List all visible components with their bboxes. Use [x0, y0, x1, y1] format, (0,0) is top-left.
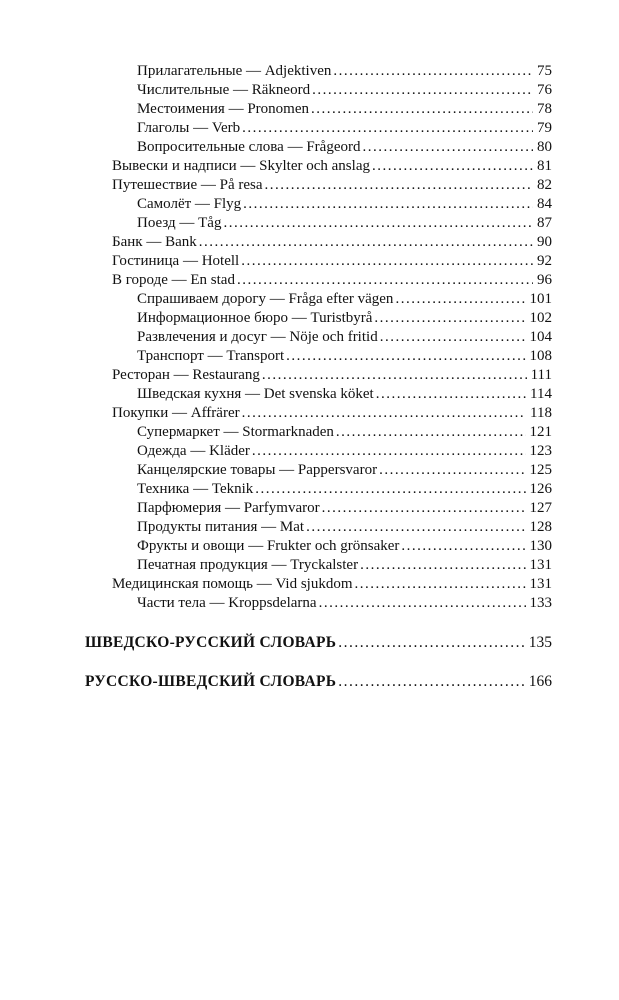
toc-dot-leader — [242, 404, 526, 423]
toc-entry-page: 131 — [529, 557, 552, 573]
toc-entry-title: Парфюмерия — Parfymvaror — [137, 500, 320, 516]
toc-entry-page: 121 — [529, 424, 552, 440]
toc-entry — [85, 594, 552, 613]
toc-entry — [85, 423, 552, 442]
toc-dot-leader — [241, 252, 533, 271]
toc-entry-page: 104 — [529, 329, 552, 345]
toc-entry-page: 102 — [529, 310, 552, 326]
toc-entry — [85, 138, 552, 157]
toc-entry-title: Фрукты и овощи — Frukter och grönsaker — [137, 538, 400, 554]
toc-entry-page: 108 — [529, 348, 552, 364]
toc-entry — [85, 195, 552, 214]
toc-dot-leader — [401, 537, 525, 556]
toc-entry-page: 80 — [537, 139, 552, 155]
toc-dot-leader — [199, 233, 533, 252]
toc-entry-page: 125 — [529, 462, 552, 478]
toc-dot-leader — [338, 633, 524, 652]
toc-entry-title: Медицинская помощь — Vid sjukdom — [112, 576, 353, 592]
toc-entry-page: 79 — [537, 120, 552, 136]
toc-dot-leader — [395, 290, 525, 309]
toc-entry-page: 123 — [529, 443, 552, 459]
toc-dot-leader — [379, 461, 525, 480]
toc-entry-page: 126 — [529, 481, 552, 497]
toc-dot-leader — [243, 195, 533, 214]
toc-dot-leader — [306, 518, 525, 537]
toc-dot-leader — [311, 100, 533, 119]
toc-dot-leader — [262, 366, 527, 385]
toc-dot-leader — [355, 575, 526, 594]
toc-entry — [85, 366, 552, 385]
toc-dot-leader — [286, 347, 525, 366]
toc-entry-page: 133 — [529, 595, 552, 611]
toc-entry-title: Развлечения и досуг — Nöje och fritid — [137, 329, 378, 345]
toc-entry — [85, 575, 552, 594]
toc-entry — [85, 556, 552, 575]
toc-dot-leader — [223, 214, 533, 233]
toc-entry — [85, 309, 552, 328]
toc-entry — [85, 214, 552, 233]
toc-entry-title: Банк — Bank — [112, 234, 197, 250]
toc-entry — [85, 404, 552, 423]
toc-dot-leader — [336, 423, 526, 442]
toc-dot-leader — [376, 385, 526, 404]
toc-entry-title: Канцелярские товары — Pappersvaror — [137, 462, 378, 478]
toc-entry-title: В городе — En stad — [112, 272, 235, 288]
toc-entry — [85, 100, 552, 119]
toc-entry-title: Информационное бюро — Turistbyrå — [137, 310, 373, 326]
toc-dot-leader — [360, 556, 525, 575]
toc-entry-title: Вывески и надписи — Skylter och anslag — [112, 158, 370, 174]
toc-dot-leader — [362, 138, 533, 157]
toc-entry-page: 101 — [529, 291, 552, 307]
toc-dot-leader — [255, 480, 525, 499]
toc-entry-page: 81 — [537, 158, 552, 174]
toc-entry-title: Покупки — Affrärer — [112, 405, 240, 421]
toc-entry-title: Шведская кухня — Det svenska köket — [137, 386, 374, 402]
toc-entry-title: Самолёт — Flyg — [137, 196, 242, 212]
toc-entry-page: 87 — [537, 215, 552, 231]
toc-entry-title: Продукты питания — Mat — [137, 519, 305, 535]
toc-entry-page: 127 — [529, 500, 552, 516]
toc-entry-page: 128 — [529, 519, 552, 535]
toc-entry — [85, 62, 552, 81]
toc-entry-title: Супермаркет — Stormarknaden — [137, 424, 334, 440]
toc-entry — [85, 290, 552, 309]
toc-entry-title: Гостиница — Hotell — [112, 253, 240, 269]
toc-dot-leader — [319, 594, 526, 613]
toc-entry — [85, 537, 552, 556]
toc-entry-title: Транспорт — Transport — [137, 348, 285, 364]
toc-entry-page: 131 — [529, 576, 552, 592]
toc-entry-title: Части тела — Kroppsdelarna — [137, 595, 317, 611]
toc-entry — [85, 499, 552, 518]
toc-entry — [85, 328, 552, 347]
toc-entry-title: Печатная продукция — Tryckalster — [137, 557, 359, 573]
toc-dot-leader — [312, 81, 533, 100]
toc-entry-title: ШВЕДСКО-РУССКИЙ СЛОВАРЬ — [85, 634, 337, 651]
toc-dot-leader — [380, 328, 526, 347]
toc-entry — [85, 385, 552, 404]
toc-entry — [85, 518, 552, 537]
toc-entry — [85, 81, 552, 100]
toc-section-heading — [85, 672, 552, 691]
toc-dot-leader — [322, 499, 526, 518]
toc-dot-leader — [242, 119, 533, 138]
toc-entry-title: Путешествие — På resa — [112, 177, 263, 193]
toc-entry-title: Вопросительные слова — Frågeord — [137, 139, 361, 155]
toc-entry-title: Техника — Teknik — [137, 481, 254, 497]
toc-entry-title: Поезд — Тåg — [137, 215, 222, 231]
toc-entry — [85, 442, 552, 461]
toc-section-heading — [85, 633, 552, 652]
toc-list — [85, 62, 552, 691]
toc-entry-title: Прилагательные — Adjektiven — [137, 63, 332, 79]
toc-entry-page: 118 — [530, 405, 552, 421]
toc-dot-leader — [333, 62, 533, 81]
toc-entry-page: 90 — [537, 234, 552, 250]
toc-dot-leader — [237, 271, 533, 290]
toc-entry — [85, 347, 552, 366]
toc-entry-page: 92 — [537, 253, 552, 269]
toc-entry-title: Местоимения — Pronomen — [137, 101, 309, 117]
toc-entry-page: 111 — [530, 367, 552, 383]
toc-entry — [85, 119, 552, 138]
toc-dot-leader — [265, 176, 533, 195]
toc-dot-leader — [374, 309, 525, 328]
toc-entry — [85, 461, 552, 480]
toc-entry-title: РУССКО-ШВЕДСКИЙ СЛОВАРЬ — [85, 673, 337, 690]
toc-entry — [85, 252, 552, 271]
toc-entry-title: Числительные — Räkneord — [137, 82, 311, 98]
toc-entry — [85, 271, 552, 290]
toc-entry-title: Ресторан — Restaurang — [112, 367, 260, 383]
toc-dot-leader — [338, 672, 524, 691]
toc-entry — [85, 233, 552, 252]
toc-entry-title: Спрашиваем дорогу — Fråga efter vägen — [137, 291, 394, 307]
toc-entry-page: 135 — [528, 634, 552, 651]
toc-entry-page: 130 — [529, 538, 552, 554]
toc-entry — [85, 157, 552, 176]
toc-entry-page: 166 — [528, 673, 552, 690]
toc-entry — [85, 176, 552, 195]
toc-entry-page: 82 — [537, 177, 552, 193]
toc-entry-page: 75 — [537, 63, 552, 79]
toc-entry — [85, 480, 552, 499]
toc-entry-title: Одежда — Kläder — [137, 443, 250, 459]
toc-dot-leader — [372, 157, 533, 176]
toc-entry-page: 114 — [530, 386, 552, 402]
toc-entry-page: 78 — [537, 101, 552, 117]
toc-dot-leader — [252, 442, 526, 461]
toc-entry-page: 96 — [537, 272, 552, 288]
toc-entry-page: 84 — [537, 196, 552, 212]
toc-entry-page: 76 — [537, 82, 552, 98]
toc-entry-title: Глаголы — Verb — [137, 120, 241, 136]
